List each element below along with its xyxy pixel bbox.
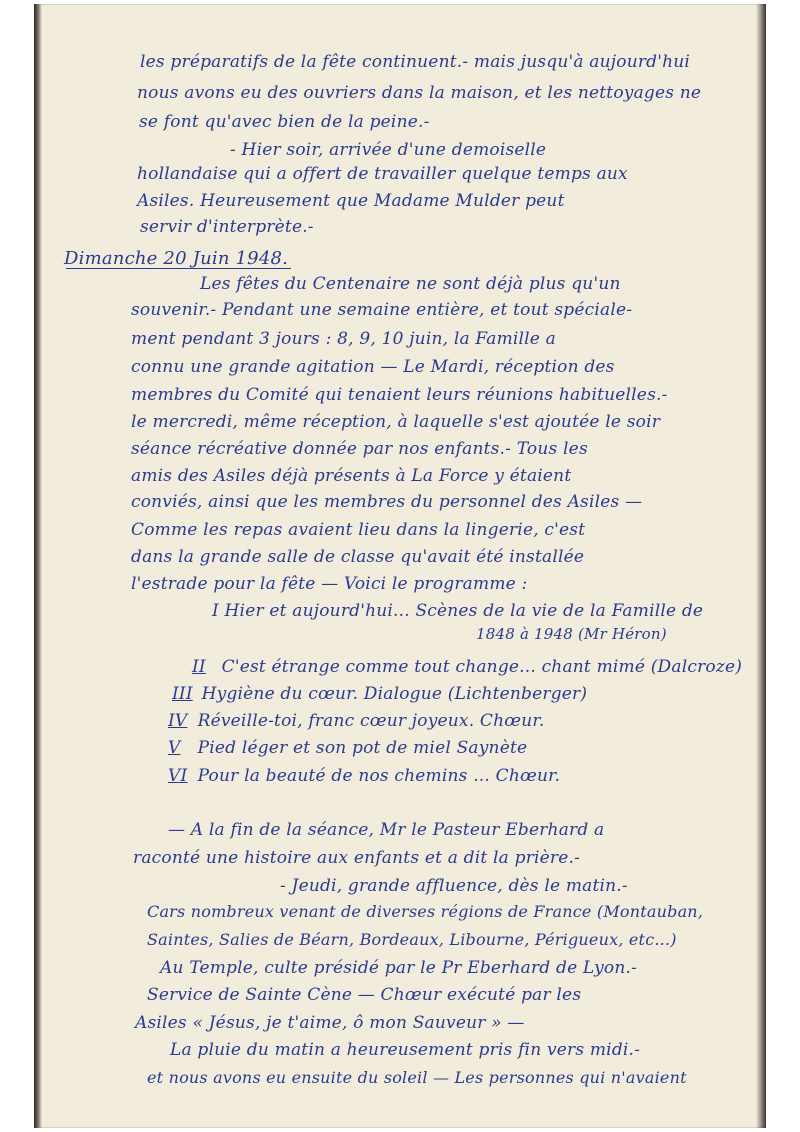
text-line: conviés, ainsi que les membres du personnel des Asiles — — [131, 492, 643, 512]
heading-underline — [66, 268, 291, 269]
text-line: La pluie du matin a heureusement pris fin vers midi.- — [170, 1040, 641, 1060]
text-line: Asiles. Heureusement que Madame Mulder peut — [137, 191, 565, 211]
date-heading: Dimanche 20 Juin 1948. — [64, 248, 289, 269]
text-line: servir d'interprète.- — [140, 217, 314, 237]
program-item — [168, 738, 527, 758]
program-number: V — [168, 738, 181, 758]
program-number: II — [192, 657, 206, 677]
text-line: Service de Sainte Cène — Chœur exécuté par les — [147, 985, 582, 1005]
text-line: Les fêtes du Centenaire ne sont déjà plus qu'un — [200, 274, 621, 294]
text-line: Saintes, Salies de Béarn, Bordeaux, Libourne, Périgueux, etc...) — [147, 930, 677, 949]
program-text: Hygiène du cœur. Dialogue (Lichtenberger) — [201, 684, 588, 704]
text-line: dans la grande salle de classe qu'avait été installée — [131, 547, 585, 567]
text-line: membres du Comité qui tenaient leurs réunions habituelles.- — [131, 385, 668, 405]
text-line: et nous avons eu ensuite du soleil — Les personnes qui n'avaient — [147, 1068, 687, 1087]
text-line: raconté une histoire aux enfants et a dit la prière.- — [133, 848, 581, 868]
program-item — [212, 601, 703, 621]
text-line: connu une grande agitation — Le Mardi, réception des — [131, 357, 615, 377]
text-line: Asiles « Jésus, je t'aime, ô mon Sauveur » — — [135, 1013, 525, 1033]
program-number: III — [172, 684, 193, 704]
binding-shadow — [34, 4, 42, 1128]
text-line: Comme les repas avaient lieu dans la lingerie, c'est — [131, 520, 586, 540]
program-text: 1848 à 1948 (Mr Héron) — [476, 625, 667, 643]
text-line: - Jeudi, grande affluence, dès le matin.- — [280, 876, 628, 896]
program-item — [476, 625, 667, 643]
page-edge — [756, 4, 766, 1128]
text-line: Au Temple, culte présidé par le Pr Eberhard de Lyon.- — [160, 958, 638, 978]
program-item — [168, 711, 545, 731]
program-number: VI — [168, 766, 188, 786]
text-line: se font qu'avec bien de la peine.- — [139, 112, 430, 132]
program-text: Hier et aujourd'hui... Scènes de la vie de la Famille de — [224, 601, 704, 621]
program-text: Pied léger et son pot de miel Saynète — [197, 738, 528, 758]
program-text: Réveille-toi, franc cœur joyeux. Chœur. — [197, 711, 545, 731]
text-line: ment pendant 3 jours : 8, 9, 10 juin, la Famille a — [131, 329, 556, 349]
program-item — [172, 684, 587, 704]
text-line: Cars nombreux venant de diverses régions de France (Montauban, — [147, 902, 704, 921]
program-item — [168, 766, 560, 786]
text-line: les préparatifs de la fête continuent.- mais jusqu'à aujourd'hui — [140, 52, 691, 72]
program-item — [192, 657, 742, 677]
text-line: amis des Asiles déjà présents à La Force y étaient — [131, 466, 572, 486]
text-line: hollandaise qui a offert de travailler quelque temps aux — [137, 164, 628, 184]
program-text: Pour la beauté de nos chemins ... Chœur. — [197, 766, 561, 786]
text-line: nous avons eu des ouvriers dans la maison, et les nettoyages ne — [137, 83, 702, 103]
text-line: le mercredi, même réception, à laquelle s'est ajoutée le soir — [131, 412, 661, 432]
program-text: C'est étrange comme tout change... chant mimé (Dalcroze) — [221, 657, 743, 677]
text-line: — A la fin de la séance, Mr le Pasteur Eberhard a — [168, 820, 605, 840]
text-line: séance récréative donnée par nos enfants.- Tous les — [131, 439, 588, 459]
program-number: I — [212, 601, 219, 621]
text-line: - Hier soir, arrivée d'une demoiselle — [230, 140, 547, 160]
text-line: l'estrade pour la fête — Voici le programme : — [131, 574, 528, 594]
program-number: IV — [168, 711, 188, 731]
text-line: souvenir.- Pendant une semaine entière, et tout spéciale- — [131, 300, 633, 320]
